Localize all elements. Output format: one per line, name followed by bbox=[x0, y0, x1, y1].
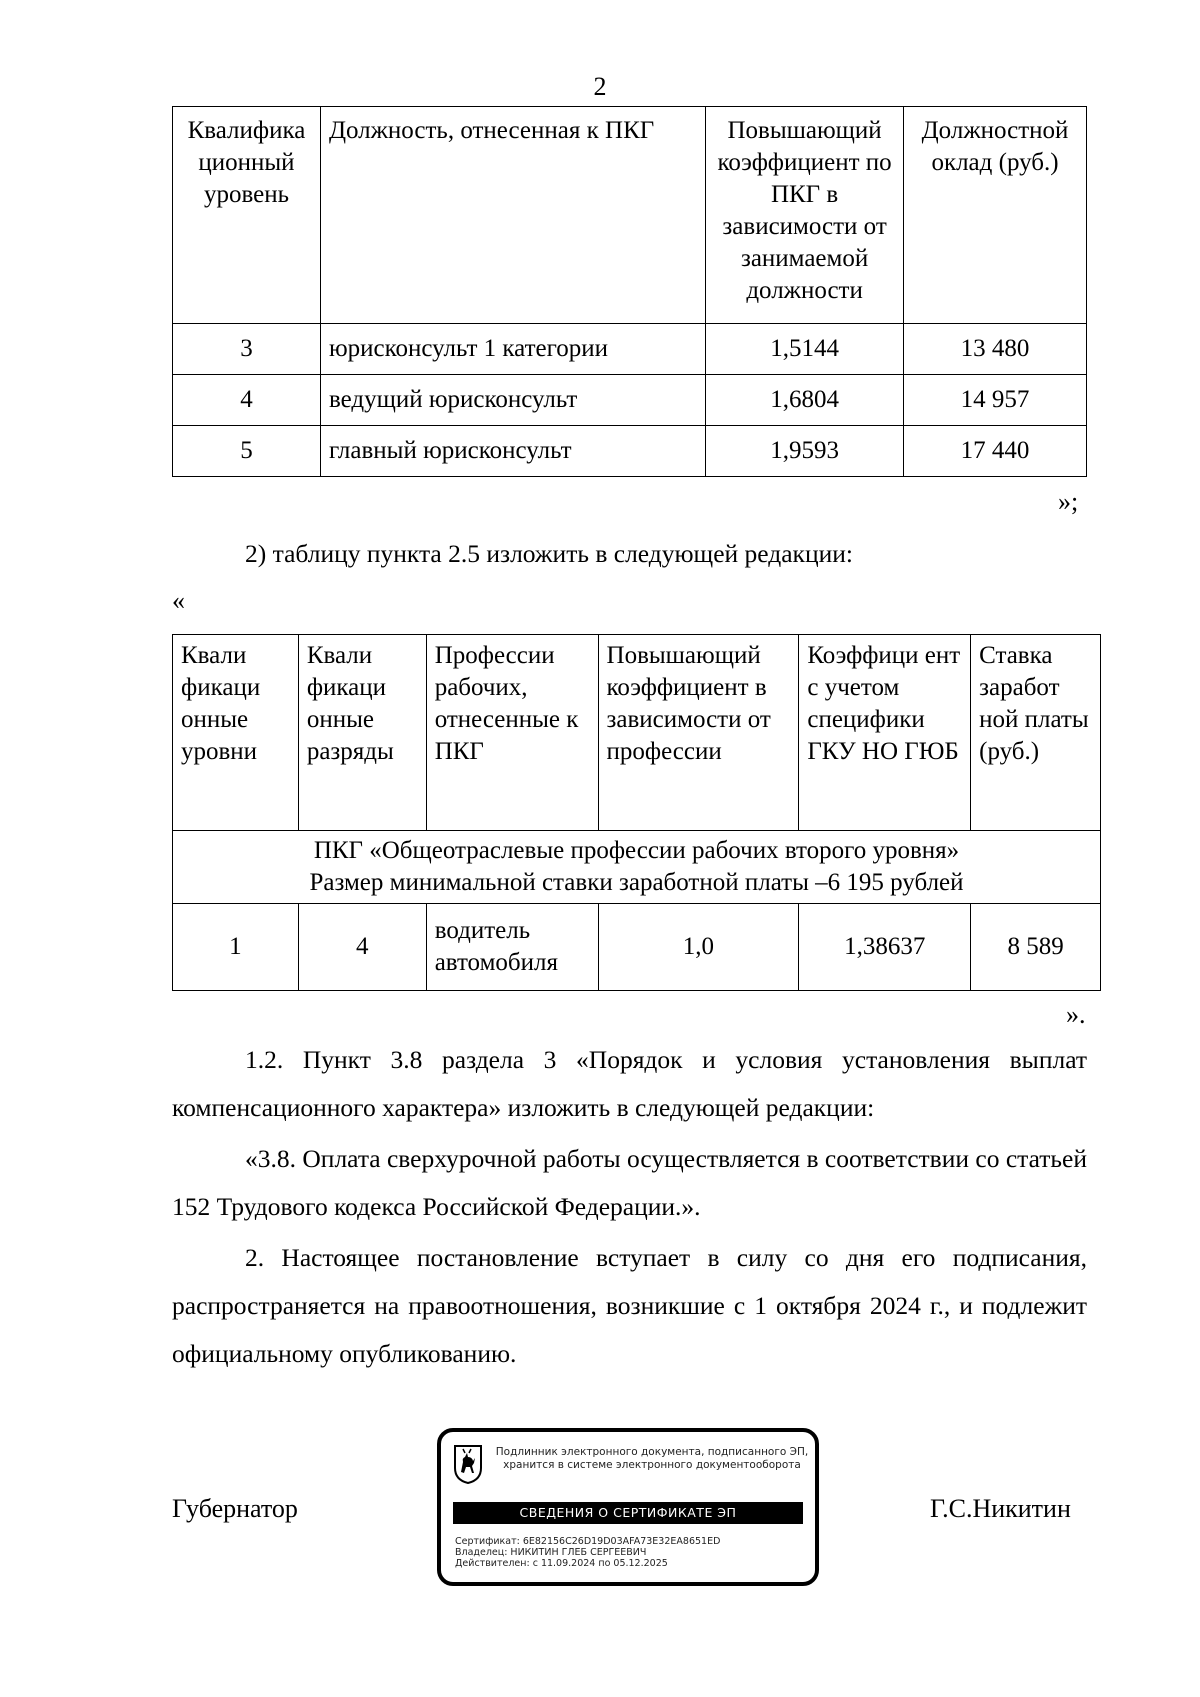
table-row bbox=[173, 324, 1087, 375]
cell-position: главный юрисконсульт bbox=[320, 426, 705, 477]
paragraph-table-2-5: 2) таблицу пункта 2.5 изложить в следующей редакции: bbox=[245, 539, 853, 568]
group-title: ПКГ «Общеотраслевые профессии рабочих второго уровня» bbox=[313, 837, 960, 864]
cell-grade: 4 bbox=[298, 904, 426, 991]
header-qualification-levels: Квали фикаци онные уровни bbox=[173, 635, 299, 831]
cell-level: 4 bbox=[173, 375, 321, 426]
electronic-signature-stamp bbox=[437, 1428, 819, 1586]
header-worker-professions: Профессии рабочих, отнесенные к ПКГ bbox=[426, 635, 598, 831]
coat-of-arms-icon bbox=[453, 1444, 483, 1484]
cell-salary: 17 440 bbox=[904, 426, 1087, 477]
signatory-name: Г.С.Никитин bbox=[930, 1494, 1071, 1523]
group-heading-cell bbox=[173, 831, 1101, 904]
header-salary: Должностной оклад (руб.) bbox=[904, 107, 1087, 324]
certificate-owner: Владелец: НИКИТИН ГЛЕБ СЕРГЕЕВИЧ bbox=[455, 1547, 647, 1558]
cell-coefficient: 1,9593 bbox=[706, 426, 904, 477]
table-header-row bbox=[173, 107, 1087, 324]
stamp-header bbox=[491, 1446, 813, 1472]
certificate-id: Сертификат: 6E82156C26D19D03AFA73E32EA8651ED bbox=[455, 1536, 721, 1547]
certificate-validity: Действителен: с 11.09.2024 по 05.12.2025 bbox=[455, 1558, 668, 1569]
closing-quote-2: ». bbox=[1066, 1000, 1086, 1029]
header-qualification-level: Квалифика ционный уровень bbox=[173, 107, 321, 324]
closing-quote-1: »; bbox=[1058, 487, 1079, 516]
table-header-row bbox=[173, 635, 1101, 831]
header-raising-coefficient: Повышающий коэффициент по ПКГ в зависимости от занимаемой должности bbox=[706, 107, 904, 324]
header-wage-rate: Ставка заработ ной платы (руб.) bbox=[971, 635, 1101, 831]
table-group-row bbox=[173, 831, 1101, 904]
signatory-title: Губернатор bbox=[172, 1494, 298, 1523]
positions-salary-table bbox=[172, 106, 1087, 477]
workers-wage-table bbox=[172, 634, 1101, 991]
header-raising-coefficient: Повышающий коэффициент в зависимости от профессии bbox=[598, 635, 799, 831]
stamp-header-line2: хранится в системе электронного документооборота bbox=[503, 1459, 801, 1471]
cell-level: 3 bbox=[173, 324, 321, 375]
paragraph-3-8: «3.8. Оплата сверхурочной работы осуществляется в соответствии со статьей 152 Трудового кодекса Российской Федерации.». bbox=[172, 1144, 1087, 1221]
group-min-rate: Размер минимальной ставки заработной платы –6 195 рублей bbox=[309, 869, 964, 896]
header-specific-coefficient: Коэффици ент с учетом специфики ГКУ НО ГЮБ bbox=[799, 635, 971, 831]
cell-position: ведущий юрисконсульт bbox=[320, 375, 705, 426]
cell-profession: водитель автомобиля bbox=[426, 904, 598, 991]
cell-coefficient: 1,5144 bbox=[706, 324, 904, 375]
paragraph-2: 2. Настоящее постановление вступает в силу со дня его подписания, распространяется на правоотношения, возникшие с 1 октября 2024 г., и подлежит официальному опубликованию. bbox=[172, 1243, 1087, 1368]
cell-level: 5 bbox=[173, 426, 321, 477]
cell-coefficient: 1,6804 bbox=[706, 375, 904, 426]
cell-level: 1 bbox=[173, 904, 299, 991]
cell-specific-coefficient: 1,38637 bbox=[799, 904, 971, 991]
stamp-certificate-bar: СВЕДЕНИЯ О СЕРТИФИКАТЕ ЭП bbox=[453, 1502, 803, 1524]
header-qualification-grades: Квали фикаци онные разряды bbox=[298, 635, 426, 831]
cell-wage-rate: 8 589 bbox=[971, 904, 1101, 991]
stamp-header-line1: Подлинник электронного документа, подписанного ЭП, bbox=[495, 1446, 809, 1458]
table-row bbox=[173, 904, 1101, 991]
paragraph-1-2: 1.2. Пункт 3.8 раздела 3 «Порядок и условия установления выплат компенсационного характера» изложить в следующей редакции: bbox=[172, 1045, 1087, 1122]
table-row bbox=[173, 426, 1087, 477]
cell-position: юрисконсульт 1 категории bbox=[320, 324, 705, 375]
cell-raising-coefficient: 1,0 bbox=[598, 904, 799, 991]
cell-salary: 14 957 bbox=[904, 375, 1087, 426]
table-row bbox=[173, 375, 1087, 426]
cell-salary: 13 480 bbox=[904, 324, 1087, 375]
opening-quote: « bbox=[172, 586, 185, 615]
page-number: 2 bbox=[593, 72, 607, 101]
stamp-certificate-info bbox=[455, 1536, 807, 1569]
header-position: Должность, отнесенная к ПКГ bbox=[320, 107, 705, 324]
